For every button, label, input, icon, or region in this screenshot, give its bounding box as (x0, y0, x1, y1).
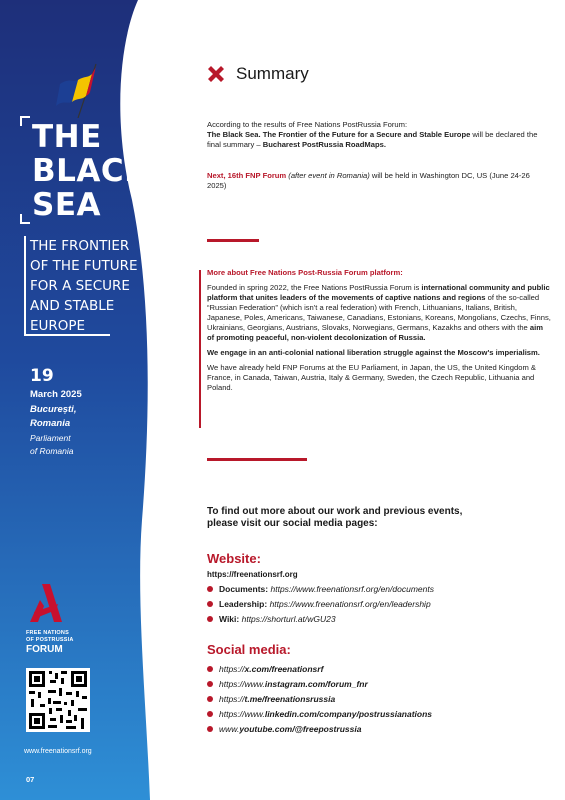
event-title (26, 116, 149, 223)
summary-title: Summary (236, 64, 309, 83)
subtitle-line-3: FOR A SECURE (30, 278, 130, 294)
title-bracket-tl (20, 116, 30, 126)
link-main[interactable]: x.com/freenationsrf (244, 664, 324, 674)
more-heading: More about Free Nations Post-Russia Forum platform: (207, 268, 403, 277)
website-url[interactable]: https://freenationsrf.org (207, 570, 298, 579)
bullet-icon (207, 681, 213, 687)
fnpr-logo-icon (28, 582, 64, 628)
more-paragraph-2: We engage in an anti-colonial national liberation struggle against the Moscow's imperialism. (207, 348, 540, 357)
title-line-1: THE (32, 119, 102, 155)
event-month: March 2025 (30, 389, 82, 400)
website-links (207, 582, 434, 627)
list-item[interactable] (207, 707, 432, 722)
link-prefix[interactable]: www. (219, 724, 240, 734)
bullet-icon (207, 666, 213, 672)
event-country: Romania (30, 418, 71, 429)
link-label: Documents: (219, 584, 269, 594)
bullet-icon (207, 711, 213, 717)
title-line-2: BLACK (32, 153, 149, 189)
more-p1-b: international community and public platform that unites leaders of the movements of captive nations and regions (207, 283, 550, 302)
list-item[interactable] (207, 722, 432, 737)
more-accent-bar (199, 270, 201, 428)
romanian-flag-icon (52, 62, 102, 118)
more-p1-d: aim of promoting peaceful, non-violent decolonization of Russia. (207, 323, 543, 342)
next-forum-label: Next, 16th FNP Forum (207, 171, 287, 180)
link-label: Wiki: (219, 614, 240, 624)
bullet-icon (207, 696, 213, 702)
logo-text-line-2: OF POSTRUSSIA (26, 637, 74, 643)
social-heading: Social media: (207, 642, 291, 657)
link-label: Leadership: (219, 599, 268, 609)
next-forum-details: will be held in Washington DC, US (June 24-26 2025) (207, 171, 530, 190)
bullet-icon (207, 601, 213, 607)
list-item[interactable] (207, 582, 434, 597)
list-item[interactable] (207, 597, 434, 612)
link-url[interactable]: https://www.freenationsrf.org/en/leadership (269, 599, 431, 609)
next-forum-note: (after event in Romania) (286, 171, 370, 180)
link-prefix[interactable]: https:// (219, 694, 245, 704)
event-venue-line-1: Parliament (30, 433, 71, 443)
link-url[interactable]: https://shorturl.at/wGU23 (241, 614, 336, 624)
summary-roadmaps: Bucharest PostRussia RoadMaps. (262, 140, 386, 149)
more-paragraph-3: We have already held FNP Forums at the EU Parliament, in Japan, the US, the United Kingdom & France, in Canada, Taiwan, Austria, Italy & Germany, Sweden, the Czech Republic, Lithuania and Poland. (207, 363, 536, 392)
link-main[interactable]: t.me/freenationsrussia (244, 694, 336, 704)
subtitle-line-5: EUROPE (30, 318, 86, 334)
more-p1-c: of the so-called “Russian Federation” (which isn't a real federation) with French, Lithuanians, Italians, British, Japanese, Poles, Americans, Taiwanese, Canadians, Estonians, Koreans, Mongolians, Czechs, Finns, Ukrainians, Georgians, Austrians, Slovaks, Norwegians, Germans, Kazakhs and others with the (207, 293, 551, 332)
qr-code[interactable] (26, 668, 90, 732)
bullet-icon (207, 616, 213, 622)
social-links (207, 662, 432, 737)
summary-forum-title: The Black Sea. The Frontier of the Future for a Secure and Stable Europe (207, 130, 471, 139)
title-line-3: SEA (32, 187, 101, 223)
divider-2 (207, 458, 307, 461)
link-prefix[interactable]: https://www. (219, 679, 265, 689)
list-item[interactable] (207, 662, 432, 677)
summary-declared: will be declared the final summary – (207, 130, 538, 149)
list-item[interactable] (207, 612, 434, 627)
find-line-1: To find out more about our work and previous events, (207, 506, 463, 517)
link-prefix[interactable]: https:// (219, 664, 245, 674)
list-item[interactable] (207, 692, 432, 707)
page-number: 07 (26, 775, 35, 784)
footer-website[interactable]: www.freenationsrf.org (24, 748, 92, 755)
logo-text-line-3: FORUM (26, 644, 63, 655)
divider-1 (207, 239, 259, 242)
link-main[interactable]: linkedin.com/company/postrussianations (264, 709, 433, 719)
link-main[interactable]: instagram.com/forum_fnr (264, 679, 368, 689)
title-bracket-bl (20, 214, 30, 224)
logo-text-line-1: FREE NATIONS (26, 630, 69, 636)
more-p1-a: Founded in spring 2022, the Free Nations PostRussia Forum is (207, 283, 422, 292)
subtitle-line-2: OF THE FUTURE (30, 258, 138, 274)
qr-code-icon (26, 668, 90, 732)
x-mark-icon (206, 64, 226, 84)
bullet-icon (207, 726, 213, 732)
find-line-2: please visit our social media pages: (207, 518, 378, 529)
event-city: București, (30, 404, 77, 415)
event-subtitle (30, 236, 190, 336)
subtitle-line-1: THE FRONTIER (30, 238, 130, 254)
event-day: 19 (30, 366, 54, 386)
website-heading: Website: (207, 551, 261, 566)
summary-paragraph-1 (207, 120, 547, 150)
more-about-section (207, 268, 552, 398)
link-url[interactable]: https://www.freenationsrf.org/en/documents (270, 584, 434, 594)
summary-paragraph-2 (207, 171, 547, 191)
link-main[interactable]: youtube.com/@freepostrussia (239, 724, 362, 734)
find-out-more (207, 506, 547, 530)
event-venue-line-2: of Romania (30, 446, 74, 456)
summary-intro: According to the results of Free Nations PostRussia Forum: (207, 120, 408, 129)
sidebar-panel (0, 0, 200, 800)
list-item[interactable] (207, 677, 432, 692)
link-prefix[interactable]: https://www. (219, 709, 265, 719)
more-paragraph-1 (207, 283, 552, 343)
subtitle-line-4: AND STABLE (30, 298, 115, 314)
bullet-icon (207, 586, 213, 592)
